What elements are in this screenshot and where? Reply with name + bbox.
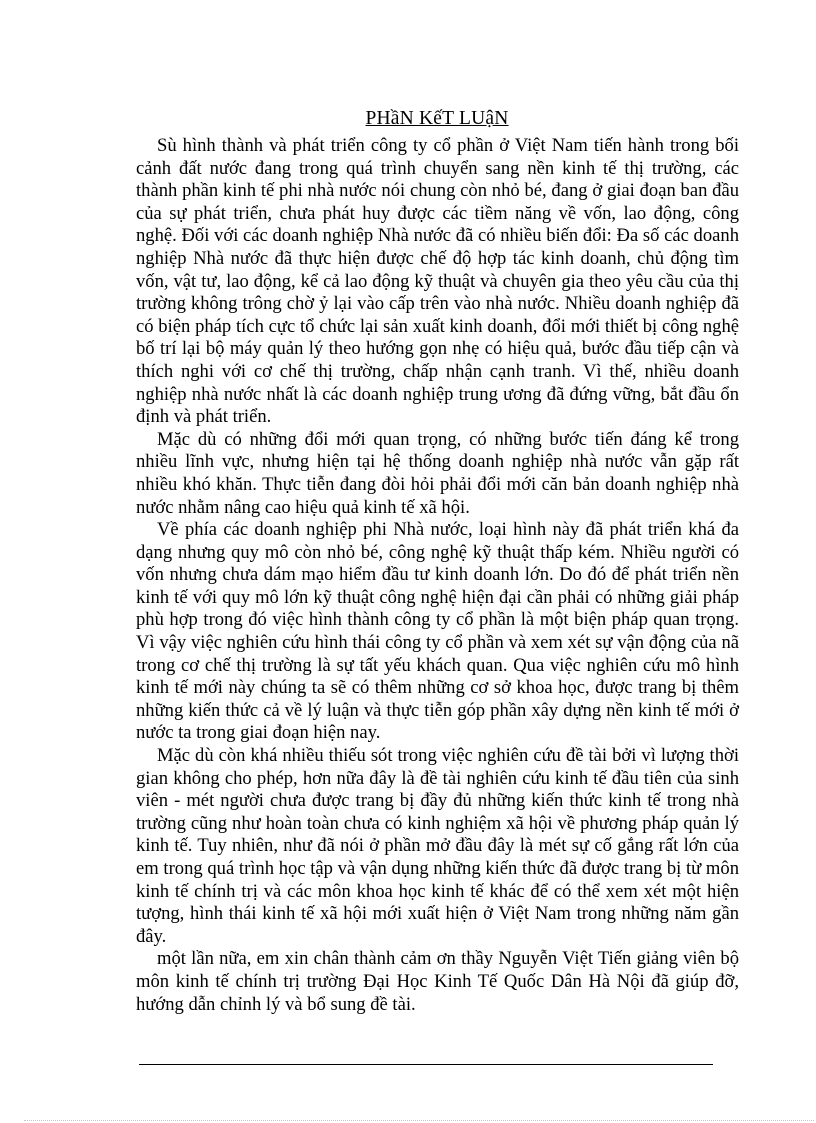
paragraph-3: Về phía các doanh nghiệp phi Nhà nước, loại hình này đã phát triển khá đa dạng nhưng quy mô còn nhỏ bé, công nghệ kỹ thuật thấp kém. Nhiều người có vốn nhưng chưa dám mạo hiểm đầu tư kinh doanh lớn. Do đó để phát triển nền kinh tế với quy mô lớn kỹ thuật công nghệ hiện đại cần phải có những giải pháp phù hợp trong đó việc hình thành công ty cổ phần là một biện pháp quan trọng. Vì vậy việc nghiên cứu hình thái công ty cổ phần và xem xét sự vận động của nã trong cơ chế thị trường là sự tất yếu khách quan. Qua việc nghiên cứu mô hình kinh tế mới này chúng ta sẽ có thêm những cơ sở khoa học, được trang bị thêm những kiến thức cả về lý luận và thực tiễn góp phần xây dựng nền kinh tế mới ở nước ta trong giai đoạn hiện nay. [136,519,739,744]
body-text [136,135,739,1016]
paragraph-1: Sù hình thành và phát triển công ty cổ phần ở Việt Nam tiến hành trong bối cảnh đất nước đang trong quá trình chuyển sang nền kinh tế thị trường, các thành phần kinh tế phi nhà nước nói chung còn nhỏ bé, đang ở giai đoạn ban đầu của sự phát triển, chưa phát huy được các tiềm năng về vốn, lao động, công nghệ. Đối với các doanh nghiệp Nhà nước đã có nhiều biến đổi: Đa số các doanh nghiệp Nhà nước đã thực hiện được chế độ hợp tác kinh doanh, chủ động tìm vốn, vật tư, lao động, kể cả lao động kỹ thuật và chuyên gia theo yêu cầu của thị trường không trông chờ ỷ lại vào cấp trên vào nhà nước. Nhiều doanh nghiệp đã có biện pháp tích cực tổ chức lại sản xuất kinh doanh, đổi mới thiết bị công nghệ bố trí lại bộ máy quản lý theo hướng gọn nhẹ có hiệu quả, bước đầu tiếp cận và thích nghi với cơ chế thị trường, chấp nhận cạnh tranh. Vì thế, nhiều doanh nghiệp nhà nước nhất là các doanh nghiệp trung ương đã đứng vững, bắt đầu ổn định và phát triển. [136,135,739,428]
paragraph-5: một lần nữa, em xin chân thành cảm ơn thầy Nguyễn Việt Tiến giảng viên bộ môn kinh tế chính trị trường Đại Học Kinh Tế Quốc Dân Hà Nội đã giúp đỡ, hướng dẫn chỉnh lý và bổ sung đề tài. [136,948,739,1015]
paragraph-4: Mặc dù còn khá nhiều thiếu sót trong việc nghiên cứu đề tài bởi vì lượng thời gian không cho phép, hơn nữa đây là đề tài nghiên cứu kinh tế đầu tiên của sinh viên - mét người chưa được trang bị đầy đủ những kiến thức kinh tế trong nhà trường cũng như hoàn toàn chưa có kinh nghiệm xã hội về phương pháp quản lý kinh tế. Tuy nhiên, như đã nói ở phần mở đầu đây là mét sự cố gắng rất lớn của em trong quá trình học tập và vận dụng những kiến thức đã được trang bị từ môn kinh tế chính trị và các môn khoa học kinh tế khác để có thể xem xét một hiện tượng, hình thái kinh tế xã hội mới xuất hiện ở Việt Nam trong những năm gần đây. [136,745,739,947]
page-edge-divider [24,1120,814,1121]
footer-rule [139,1064,713,1065]
page-title: PHầN KếT LUậN [365,108,509,129]
paragraph-2: Mặc dù có những đổi mới quan trọng, có những bước tiến đáng kể trong nhiều lĩnh vực, nhưng hiện tại hệ thống doanh nghiệp nhà nước vẫn gặp rất nhiều khó khăn. Thực tiễn đang đòi hỏi phải đổi mới căn bản doanh nghiệp nhà nước nhằm nâng cao hiệu quả kinh tế xã hội. [136,428,739,518]
